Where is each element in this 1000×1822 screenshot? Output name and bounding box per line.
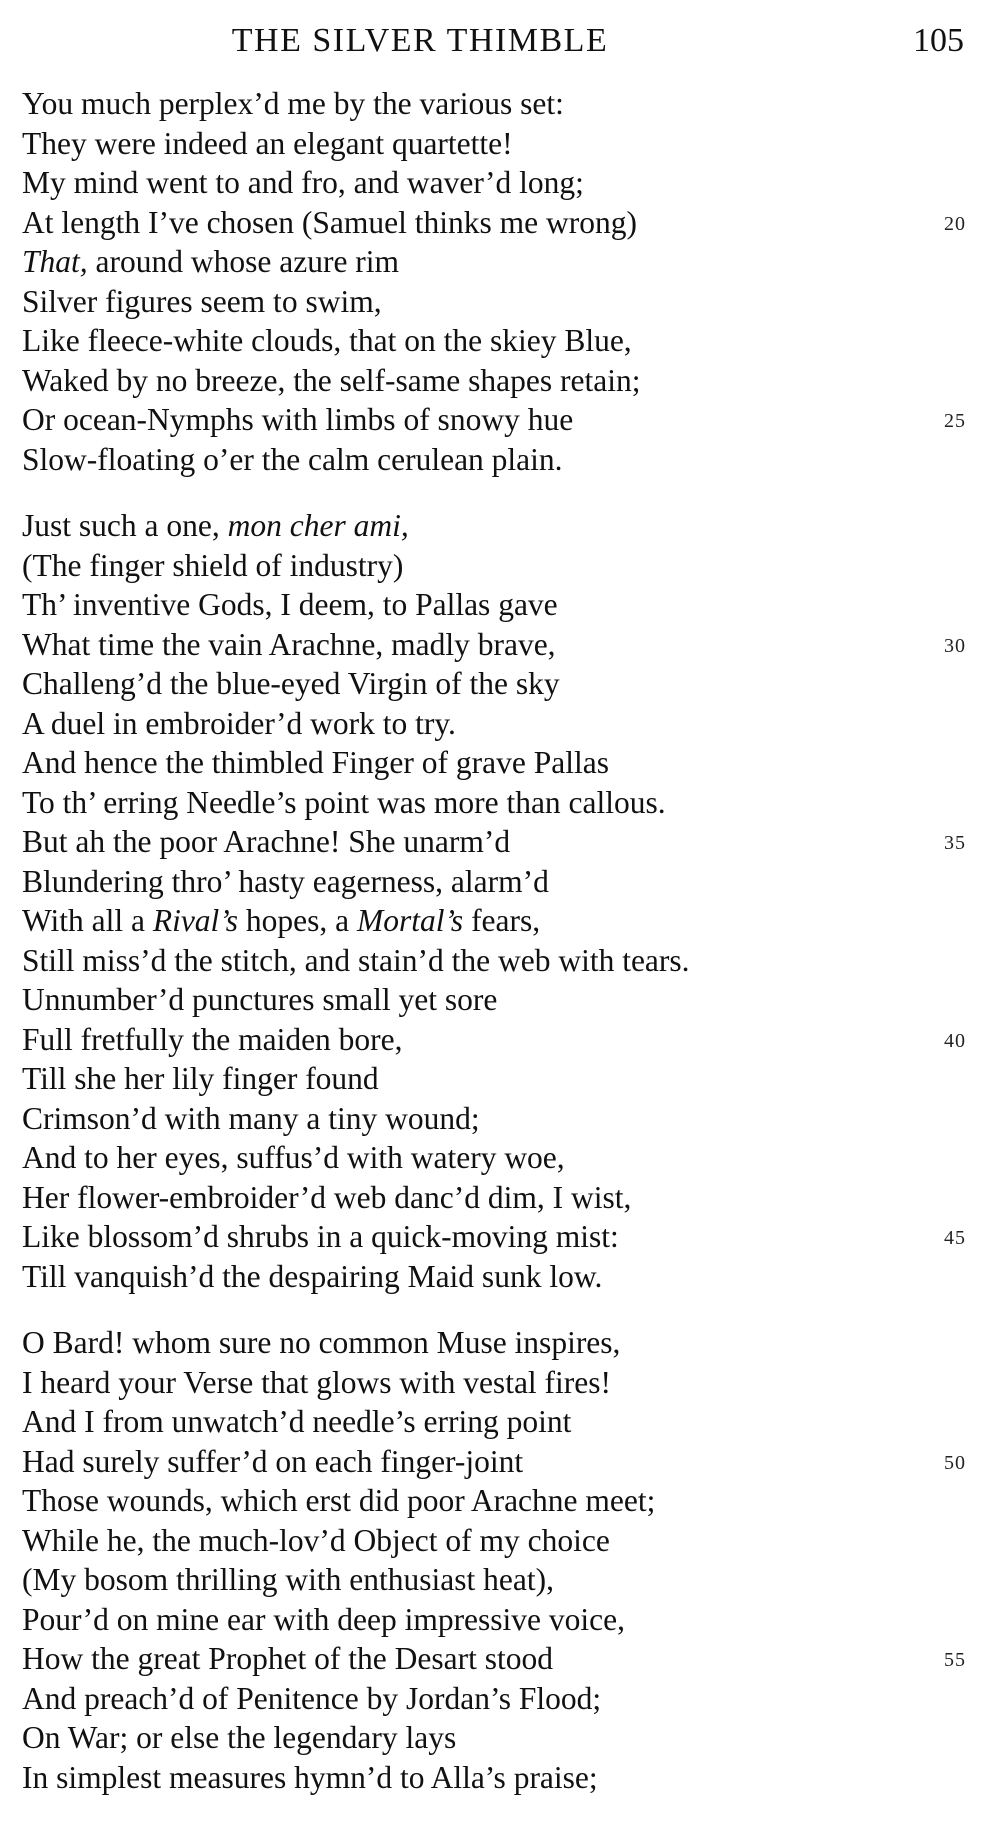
line-text: I heard your Verse that glows with vestal fires!	[22, 1364, 612, 1400]
line-text: Like blossom’d shrubs in a quick-moving mist:	[22, 1219, 619, 1254]
poem-line	[22, 1217, 982, 1257]
poem-line	[22, 822, 982, 862]
line-text: Waked by no breeze, the self-same shapes retain;	[22, 362, 641, 398]
line-text: O Bard! whom sure no common Muse inspires,	[22, 1325, 621, 1360]
poem-line	[22, 1138, 982, 1178]
line-text: (My bosom thrilling with enthusiast heat),	[22, 1562, 554, 1597]
line-number: 25	[944, 410, 966, 432]
line-text: Th’ inventive Gods, I deem, to Pallas gave	[22, 587, 558, 622]
poem-line	[22, 1481, 982, 1521]
poem-line	[22, 585, 982, 625]
italic-text: mon cher ami,	[227, 508, 409, 543]
stanza	[22, 84, 982, 479]
line-text: Full fretfully the maiden bore,	[22, 1021, 403, 1057]
poem-line	[22, 1099, 982, 1139]
poem-line	[22, 1059, 982, 1099]
poem-line	[22, 203, 982, 243]
running-title: THE SILVER THIMBLE	[231, 22, 609, 59]
poem-line	[22, 1600, 982, 1640]
line-text: My mind went to and fro, and waver’d long;	[22, 165, 584, 200]
line-text: They were indeed an elegant quartette!	[22, 125, 513, 161]
poem-line	[22, 1679, 982, 1719]
poem-line	[22, 1323, 982, 1363]
line-text: Like fleece-white clouds, that on the skiey Blue,	[22, 323, 632, 358]
line-text: fears,	[463, 903, 541, 938]
line-number: 40	[944, 1029, 966, 1052]
poem-line	[22, 1020, 982, 1060]
stanza	[22, 1323, 982, 1797]
line-text: Unnumber’d punctures small yet sore	[22, 982, 498, 1017]
poem-line	[22, 242, 982, 282]
line-text: Pour’d on mine ear with deep impressive voice,	[22, 1601, 626, 1637]
line-text: On War; or else the legendary lays	[22, 1720, 457, 1755]
line-text: With all a	[22, 903, 153, 938]
line-text: But ah the poor Arachne! She unarm’d	[22, 824, 511, 859]
line-text: Slow-floating o’er the calm cerulean plain.	[22, 441, 563, 477]
poem-line	[22, 1442, 982, 1482]
poem-line	[22, 941, 982, 981]
line-text: Her flower-embroider’d web danc’d dim, I wist,	[22, 1179, 632, 1215]
poem-line	[22, 1402, 982, 1442]
line-text: Had surely suffer’d on each finger-joint	[22, 1443, 524, 1479]
line-text: Just such a one,	[22, 508, 228, 543]
running-head	[0, 14, 1000, 64]
page-number: 105	[913, 22, 964, 59]
line-text: In simplest measures hymn’d to Alla’s praise;	[22, 1759, 598, 1795]
line-text: Still miss’d the stitch, and stain’d the web with tears.	[22, 942, 690, 978]
line-number: 20	[944, 212, 966, 235]
line-text: Silver figures seem to swim,	[22, 283, 382, 319]
line-number: 30	[944, 634, 966, 657]
poem-line	[22, 1560, 982, 1600]
poem-line	[22, 84, 982, 124]
line-text: And to her eyes, suffus’d with watery woe,	[22, 1140, 565, 1175]
poem-line	[22, 862, 982, 902]
poem-line	[22, 1521, 982, 1561]
poem-line	[22, 400, 982, 440]
poem-line	[22, 980, 982, 1020]
poem-line	[22, 546, 982, 586]
italic-text: Mortal’s	[356, 903, 464, 938]
line-number: 50	[944, 1451, 966, 1474]
line-text: Till vanquish’d the despairing Maid sunk low.	[22, 1258, 603, 1294]
poem-line	[22, 440, 982, 480]
line-text: What time the vain Arachne, madly brave,	[22, 626, 556, 662]
poem-line	[22, 1718, 982, 1758]
poem-line	[22, 1257, 982, 1297]
poem-line	[22, 1178, 982, 1218]
line-text: And I from unwatch’d needle’s erring point	[22, 1404, 572, 1439]
line-text: How the great Prophet of the Desart stood	[22, 1641, 553, 1676]
line-text: around whose azure rim	[87, 244, 400, 279]
line-text: While he, the much-lov’d Object of my choice	[22, 1522, 610, 1558]
line-number: 55	[944, 1649, 966, 1671]
poem-line	[22, 282, 982, 322]
poem-line	[22, 1639, 982, 1679]
poem-line	[22, 1363, 982, 1403]
poem-line	[22, 625, 982, 665]
poem-line	[22, 704, 982, 744]
line-text: Crimson’d with many a tiny wound;	[22, 1100, 480, 1136]
poem-line	[22, 664, 982, 704]
line-text: A duel in embroider’d work to try.	[22, 705, 456, 741]
line-text: (The finger shield of industry)	[22, 547, 404, 583]
poem-line	[22, 1758, 982, 1798]
line-text: And hence the thimbled Finger of grave Pallas	[22, 745, 609, 780]
line-text: Those wounds, which erst did poor Arachne meet;	[22, 1483, 656, 1518]
poem-line	[22, 124, 982, 164]
poem-line	[22, 783, 982, 823]
poem-line	[22, 901, 982, 941]
italic-text: That,	[22, 244, 88, 279]
line-text: And preach’d of Penitence by Jordan’s Flood;	[22, 1680, 602, 1716]
stanza	[22, 506, 982, 1296]
poem-line	[22, 743, 982, 783]
line-text: hopes, a	[238, 903, 357, 938]
line-number: 35	[944, 832, 966, 854]
poem-line	[22, 361, 982, 401]
poem-line	[22, 321, 982, 361]
line-text: Challeng’d the blue-eyed Virgin of the sky	[22, 666, 560, 701]
poem-line	[22, 163, 982, 203]
line-text: Blundering thro’ hasty eagerness, alarm’d	[22, 863, 549, 899]
poem-line	[22, 506, 982, 546]
line-text: To th’ erring Needle’s point was more than callous.	[22, 784, 666, 820]
line-text: You much perplex’d me by the various set:	[22, 86, 564, 121]
poem-body	[22, 84, 982, 1797]
line-text: At length I’ve chosen (Samuel thinks me wrong)	[22, 204, 637, 240]
line-text: Or ocean-Nymphs with limbs of snowy hue	[22, 402, 574, 437]
line-text: Till she her lily finger found	[22, 1061, 379, 1096]
italic-text: Rival’s	[152, 903, 238, 938]
line-number: 45	[944, 1227, 966, 1249]
